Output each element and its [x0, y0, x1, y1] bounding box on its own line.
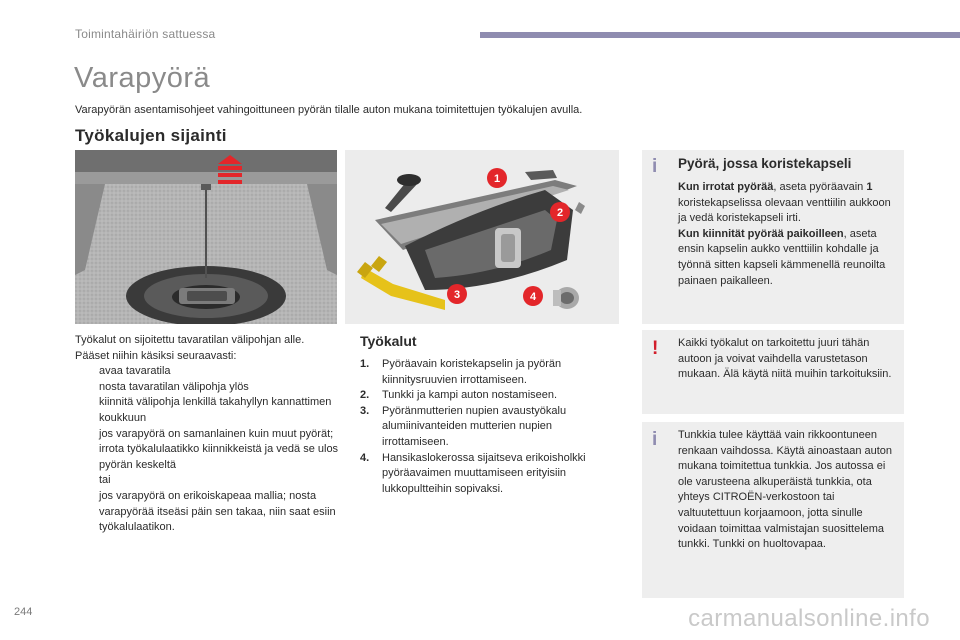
list-item-text: jos varapyörä on erikoiskapeaa mallia; nosta varapyörää itseäsi päin sen takaa, niin saat esiin työkalulaatikon. — [99, 489, 336, 534]
bold-number: 1 — [866, 181, 873, 193]
page-title: Varapyörä — [74, 62, 211, 94]
list-item-text: avaa tavaratila — [99, 365, 171, 378]
tools-illustration-drawing — [345, 150, 619, 324]
text-run: , aseta ensin kapselin aukko venttiilin kohdalle ja työnnä sitten kapseli kämmenellä reunoilta painaen paikalleen. — [678, 227, 886, 287]
page-number: 244 — [14, 606, 33, 618]
hubcap-info-box — [642, 150, 904, 324]
section-title: Työkalujen sijainti — [75, 126, 227, 145]
list-item-text: nosta tavaratilan välipohja ylös — [99, 380, 249, 393]
item-number: 3. — [360, 404, 370, 417]
jack-info-box — [642, 422, 904, 598]
tools-illustration — [345, 150, 619, 324]
list-item — [360, 357, 615, 388]
bold-phrase: Kun kiinnität pyörää paikoilleen — [678, 227, 844, 240]
watermark: carmanualsonline.info — [688, 605, 930, 632]
item-number: 4. — [360, 451, 370, 464]
or-text: tai — [99, 474, 111, 487]
callout-3-label: 3 — [453, 289, 461, 301]
list-item-text: kiinnitä välipohja lenkillä takahyllyn kannattimen koukkuun — [99, 396, 332, 424]
warning-icon: ! — [652, 338, 659, 359]
item-text: Pyöränmutterien nupien avaustyökalu alumiinivanteiden mutterien nupien irrottamiseen. — [382, 404, 567, 448]
header-section-title: Toimintahäiriön sattuessa — [75, 27, 216, 41]
warning-box-text: Kaikki työkalut on tarkoitettu juuri tähän autoon ja voivat vaihdella varustetason mukaan. Älä käytä niitä muihin tarkoituksiin. — [678, 337, 892, 381]
callout-2-label: 2 — [556, 207, 564, 219]
jack-box-text: Tunkkia tulee käyttää vain rikkoontuneen renkaan vaihdossa. Käytä ainoastaan auton mukana toimitettua tunkkia. Jos autossa ei ole varusteena alkuperäistä tunkkia, ota yhteys CITROËN-verkostoon tai valtuutettuun korjaamoon, jotta sinulle voidaan toimittaa valmistajan suosittelema tunkki. Tunkki on huoltovapaa. — [678, 429, 893, 551]
callout-1-label: 1 — [493, 173, 501, 185]
text-run: , aseta pyöräavain — [773, 181, 867, 193]
tool-location-text — [75, 333, 340, 536]
intro-text: Varapyörän asentamisohjeet vahingoittuneen pyörän tilalle auton mukana toimitettujen työkalujen avulla. — [75, 104, 583, 116]
trunk-photo — [75, 150, 337, 324]
list-item — [360, 404, 615, 451]
item-number: 2. — [360, 389, 370, 402]
callout-4-label: 4 — [529, 291, 537, 303]
item-text: Hansikaslokerossa sijaitseva erikoisholkki pyöräavaimen muuttamiseen erityisiin lukkopultteihin sopivaksi. — [382, 451, 586, 495]
location-text-1: Työkalut on sijoitettu tavaratilan välipohjan alle. — [75, 334, 305, 346]
list-item — [75, 427, 340, 474]
item-number: 1. — [360, 358, 370, 370]
header-accent-bar — [480, 32, 960, 38]
list-item — [360, 388, 615, 404]
hubcap-box-text — [678, 180, 900, 289]
item-text: Tunkki ja kampi auton nostamiseen. — [382, 389, 558, 402]
list-item — [360, 451, 615, 498]
bold-phrase: Kun irrotat pyörää — [678, 181, 774, 193]
list-item — [75, 380, 340, 396]
location-text-2: Pääset niihin käsiksi seuraavasti: — [75, 349, 237, 362]
list-item-text: jos varapyörä on samanlainen kuin muut pyörät; irrota työkalulaatikko kiinnikkeistä ja vedä se ulos pyörän keskeltä — [99, 427, 339, 471]
warning-box — [642, 330, 904, 414]
info-icon: i — [652, 156, 658, 177]
list-item — [75, 395, 340, 426]
text-run: koristekapselissa olevaan venttiilin aukkoon ja vedä koristekapseli irti. — [678, 196, 891, 225]
info-icon: i — [652, 429, 658, 450]
trunk-photo-drawing — [75, 150, 337, 324]
list-item — [75, 489, 340, 536]
list-item — [75, 364, 340, 380]
item-text: Pyöräavain koristekapselin ja pyörän kiinnitysruuvien irrottamiseen. — [382, 358, 562, 386]
hubcap-box-title: Pyörä, jossa koristekapseli — [678, 156, 852, 171]
tools-list — [360, 357, 615, 497]
tools-title: Työkalut — [360, 333, 417, 349]
